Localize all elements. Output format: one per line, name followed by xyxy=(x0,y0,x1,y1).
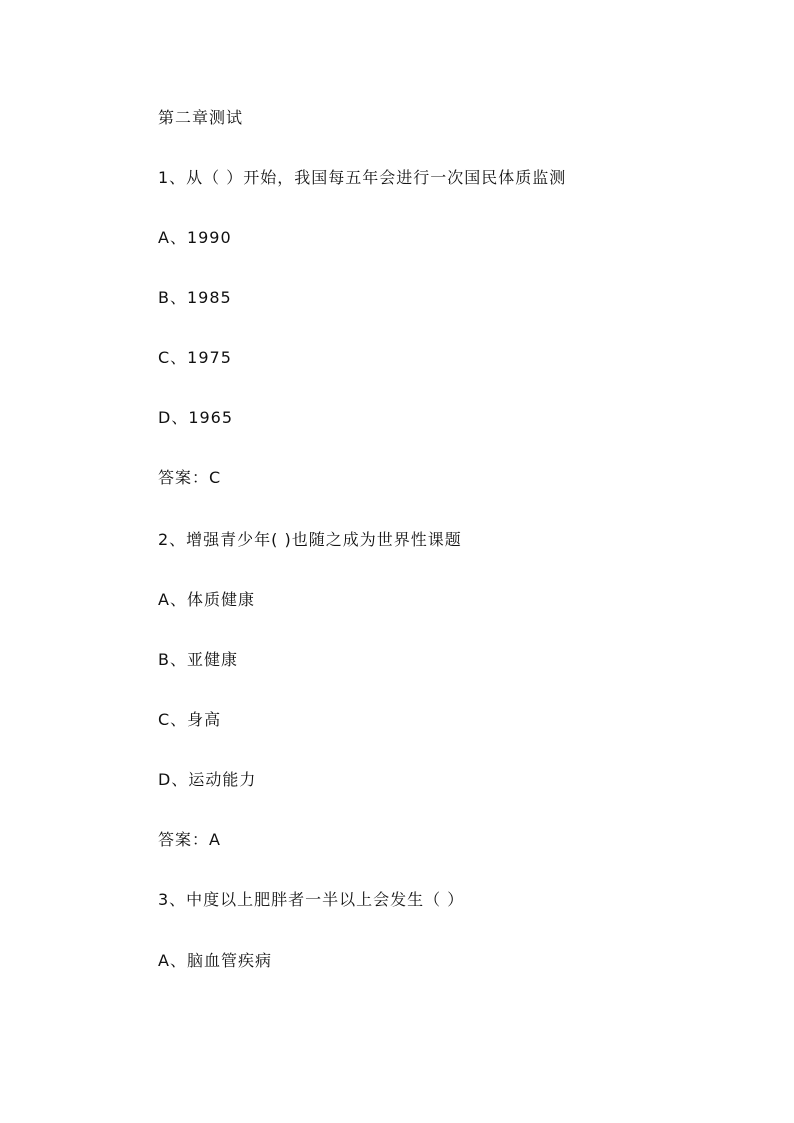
chapter-title: 第二章测试 xyxy=(158,108,244,127)
question-2-answer: 答案：A xyxy=(158,830,221,849)
question-2-option-a: A、体质健康 xyxy=(158,590,255,609)
question-1-option-a: A、1990 xyxy=(158,228,232,247)
question-1-text: 1、从（ ）开始，我国每五年会进行一次国民体质监测 xyxy=(158,168,567,187)
question-1-option-b: B、1985 xyxy=(158,288,232,307)
question-1-option-d: D、1965 xyxy=(158,408,234,427)
question-3-text: 3、中度以上肥胖者一半以上会发生（ ） xyxy=(158,890,465,909)
question-1-answer: 答案：C xyxy=(158,468,222,487)
question-2-option-c: C、身高 xyxy=(158,710,222,729)
question-2-option-b: B、亚健康 xyxy=(158,650,238,669)
question-1-option-c: C、1975 xyxy=(158,348,232,367)
question-3-option-a: A、脑血管疾病 xyxy=(158,951,272,970)
question-2-text: 2、增强青少年( )也随之成为世界性课题 xyxy=(158,530,462,549)
question-2-option-d: D、运动能力 xyxy=(158,770,257,789)
